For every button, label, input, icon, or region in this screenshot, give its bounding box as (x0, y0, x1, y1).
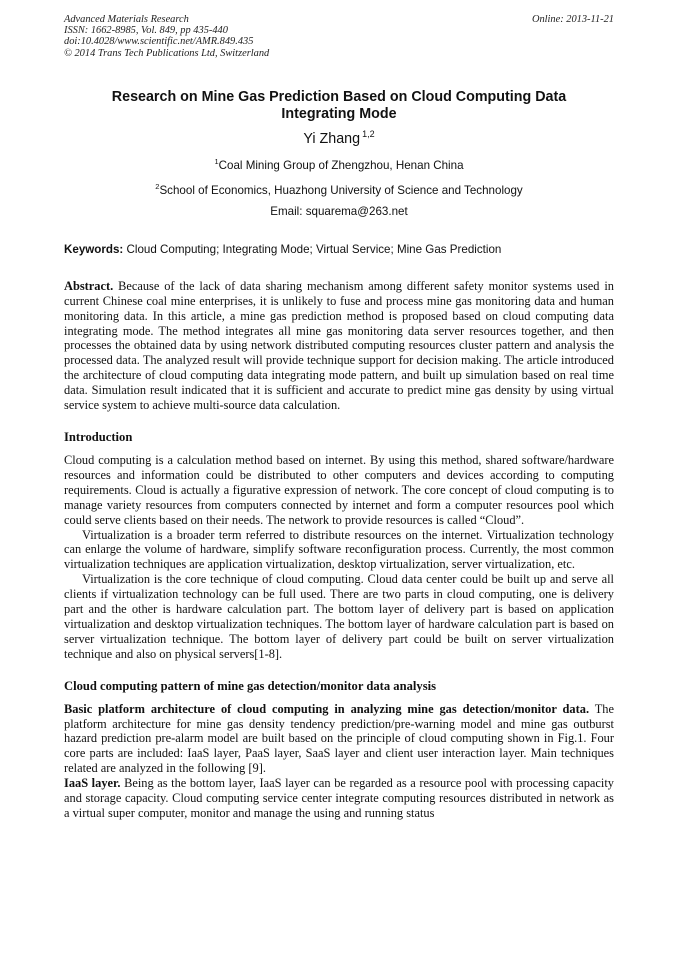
section2-p2-text: Being as the bottom layer, IaaS layer can be regarded as a resource pool with processing capacity and storage capacity. Cloud computing service center integrate computing resources distributed in network as a virtual super computer, monitor and manage the using and running status (64, 776, 614, 820)
section2-p2-label: IaaS layer. (64, 776, 121, 791)
introduction-heading: Introduction (64, 429, 133, 444)
section2-heading: Cloud computing pattern of mine gas detection/monitor data analysis (64, 678, 436, 693)
affiliation-1-text: Coal Mining Group of Zhengzhou, Henan China (218, 158, 464, 172)
keywords-label: Keywords: (64, 242, 124, 256)
affiliation-2-text: School of Economics, Huazhong University of Science and Technology (159, 183, 523, 197)
keywords-text: Cloud Computing; Integrating Mode; Virtual Service; Mine Gas Prediction (123, 242, 502, 256)
copyright-line: © 2014 Trans Tech Publications Ltd, Switzerland (64, 47, 270, 59)
paper-title: Research on Mine Gas Prediction Based on Cloud Computing Data Integrating Mode (111, 88, 567, 122)
intro-paragraph-2: Virtualization is a broader term referred to distribute resources on the internet. Virtualization technology can enlarge the volume of hardware, simplify software reconfiguration process. Currently, the most common virtualization techniques are application virtualization, desktop virtualization, server virtualization, etc. (64, 527, 614, 572)
online-date: Online: 2013-11-21 (531, 14, 614, 25)
section2-p1-label: Basic platform architecture of cloud computing in analyzing mine gas detection/monitor data. (64, 701, 590, 716)
abstract-label: Abstract. (64, 278, 114, 293)
affiliation-1-sup: 1 (214, 156, 219, 166)
author-name: Yi Zhang (303, 130, 361, 147)
journal-name: Advanced Materials Research (64, 14, 189, 25)
paper-page (64, 14, 614, 821)
affiliation-2-sup: 2 (155, 181, 160, 191)
abstract-text: Because of the lack of data sharing mechanism among different safety monitor systems used in current Chinese coal mine enterprises, it is unlikely to fuse and process mine gas monitoring data and human monitoring data. In this article, a mine gas prediction method is proposed based on cloud computing data integrating mode. The method integrates all mine gas monitoring data server resources together, and then processes the obtained data by using network distributed computing resources cluster pattern and analysis the processed data. The analyzed result will provide technique support for decision making. The article introduced the architecture of cloud computing data integrating mode pattern, and built up simulation based on real time data. Simulation result indicated that it is sufficient and accurate to predict mine gas density by using virtual service system to achieve multi-source data calculation. (64, 278, 614, 413)
journal-header (64, 14, 614, 59)
section2-paragraph-1 (64, 702, 614, 777)
author-line (64, 125, 614, 148)
issn-line: ISSN: 1662-8985, Vol. 849, pp 435-440 (64, 25, 228, 37)
section2-paragraph-2 (64, 776, 614, 821)
doi-line: doi:10.4028/www.scientific.net/AMR.849.435 (64, 36, 254, 48)
intro-paragraph-3: Virtualization is the core technique of cloud computing. Cloud data center could be built up and serve all clients if virtualization technology can be full used. There are two parts in cloud computing, one is delivery part and the other is hardware calculation part. The bottom layer of delivery part is based on application virtualization and desktop virtualization techniques. The bottom layer of hardware calculation part is based on server virtualization technique. The bottom layer of delivery part could be built on server virtualization technique and also on physical servers[1-8]. (64, 572, 614, 661)
affiliation-1 (64, 155, 614, 173)
keywords (64, 243, 614, 257)
author-email: Email: squarema@263.net (270, 204, 408, 218)
section2-p1-text: The platform architecture for mine gas density tendency prediction/pre-warning model and mine gas outburst hazard prediction pre-alarm model are built based on the principle of cloud computing shown in Fig.1. Four core parts are included: IaaS layer, PaaS layer, SaaS layer and client user interaction layer. Main techniques related are analyzed in the following [9]. (64, 701, 615, 776)
affiliation-2 (64, 180, 614, 198)
abstract (64, 279, 614, 413)
author-affiliation-sup: 1,2 (362, 128, 375, 139)
intro-paragraph-1: Cloud computing is a calculation method based on internet. By using this method, shared software/hardware resources and information could be distributed to other computers and devices according to computing requirements. Cloud is actually a figurative expression of network. The core concept of cloud computing is to manage variety resources from computers connected by internet and form a computer resources pool which could serve clients based on their needs. The network to provide resources is called “Cloud”. (64, 452, 614, 527)
